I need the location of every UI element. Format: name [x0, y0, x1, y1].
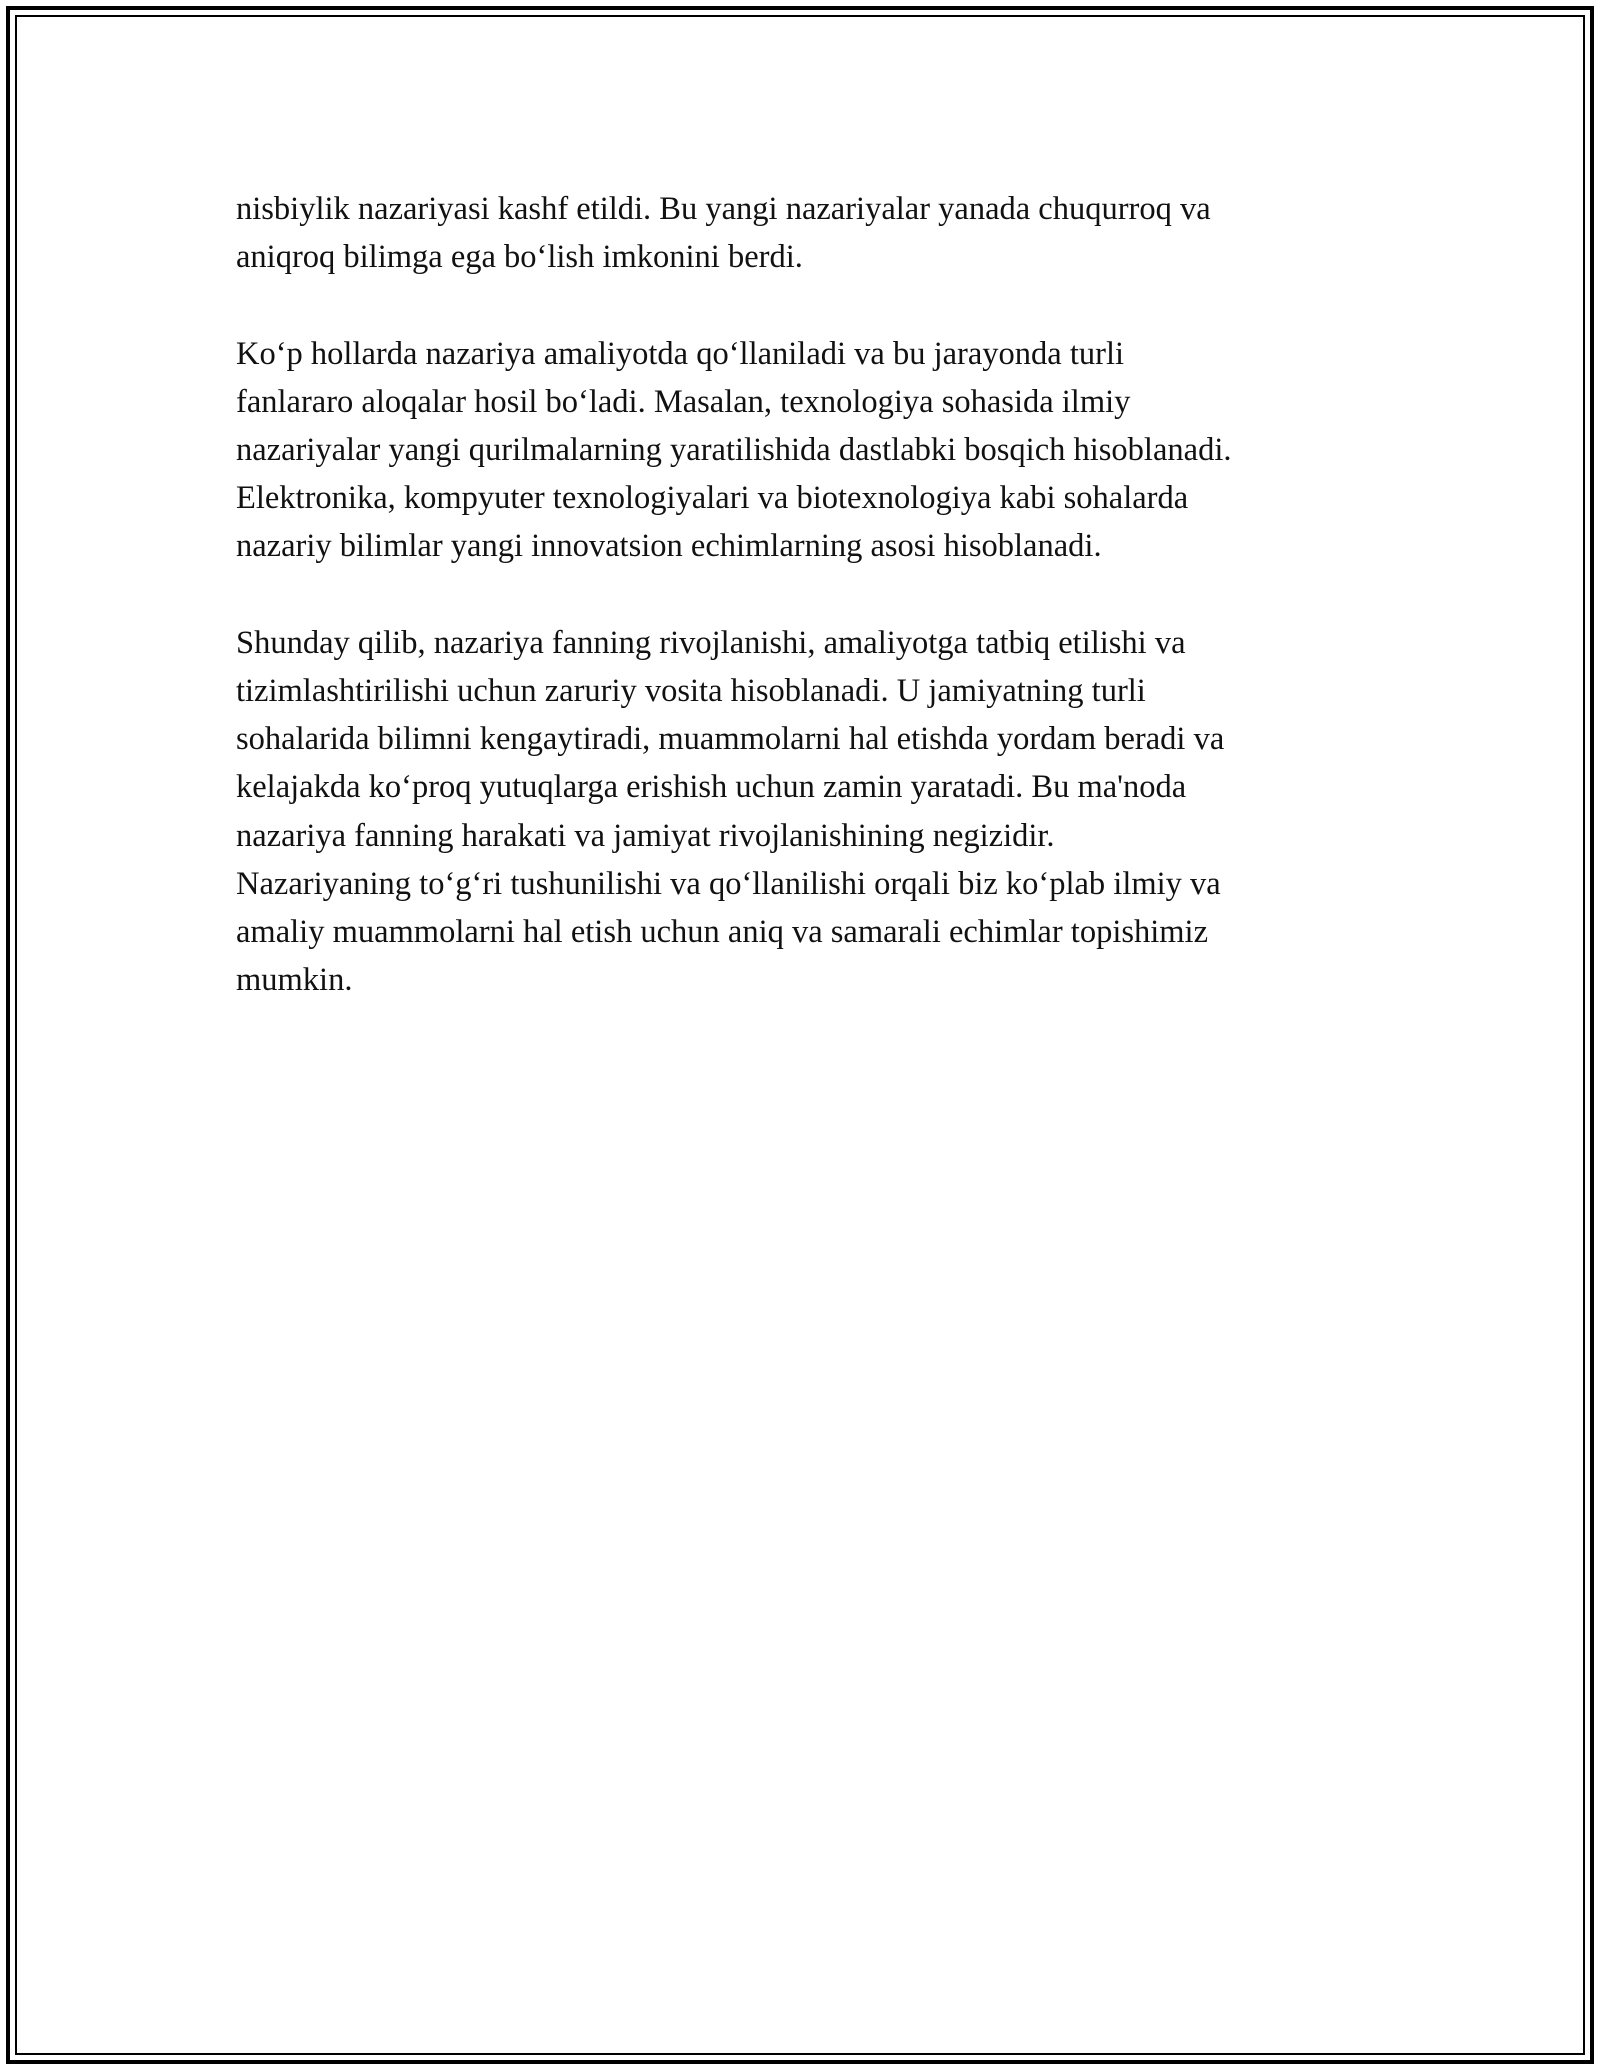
paragraph-1 — [236, 185, 1396, 281]
paragraph-line: Nazariyaning to‘g‘ri tushunilishi va qo‘llanilishi orqali biz ko‘plab ilmiy va — [236, 865, 1221, 902]
paragraph-line: amaliy muammolarni hal etish uchun aniq va samarali echimlar topishimiz — [236, 914, 1209, 951]
paragraph-line: tizimlashtirilishi uchun zaruriy vosita hisoblanadi. U jamiyatning turli — [236, 673, 1146, 709]
paragraph-line: nazariya fanning harakati va jamiyat rivojlanishining negizidir. — [236, 817, 1055, 854]
paragraph-line: fanlararo aloqalar hosil bo‘ladi. Masalan, texnologiya sohasida ilmiy — [236, 383, 1131, 420]
paragraph-3 — [236, 619, 1396, 1005]
paragraph-line: nazariyalar yangi qurilmalarning yaratilishida dastlabki bosqich hisoblanadi. — [236, 432, 1232, 468]
paragraph-line: mumkin. — [236, 962, 353, 999]
paragraph-line: aniqroq bilimga ega bo‘lish imkonini berdi. — [236, 239, 803, 276]
paragraph-line: Shunday qilib, nazariya fanning rivojlanishi, amaliyotga tatbiq etilishi va — [236, 624, 1186, 661]
paragraph-line: kelajakda ko‘proq yutuqlarga erishish uchun zamin yaratadi. Bu ma'noda — [236, 769, 1187, 806]
paragraph-line: Elektronika, kompyuter texnologiyalari va biotexnologiya kabi sohalarda — [236, 480, 1189, 517]
paragraph-line: Ko‘p hollarda nazariya amaliyotda qo‘llaniladi va bu jarayonda turli — [236, 335, 1125, 372]
document-body — [236, 185, 1396, 1053]
paragraph-2 — [236, 330, 1396, 571]
paragraph-line: nazariy bilimlar yangi innovatsion echimlarning asosi hisoblanadi. — [236, 528, 1102, 565]
paragraph-line: nisbiylik nazariyasi kashf etildi. Bu yangi nazariyalar yanada chuqurroq va — [236, 191, 1211, 227]
paragraph-line: sohalarida bilimni kengaytiradi, muammolarni hal etishda yordam beradi va — [236, 721, 1225, 758]
